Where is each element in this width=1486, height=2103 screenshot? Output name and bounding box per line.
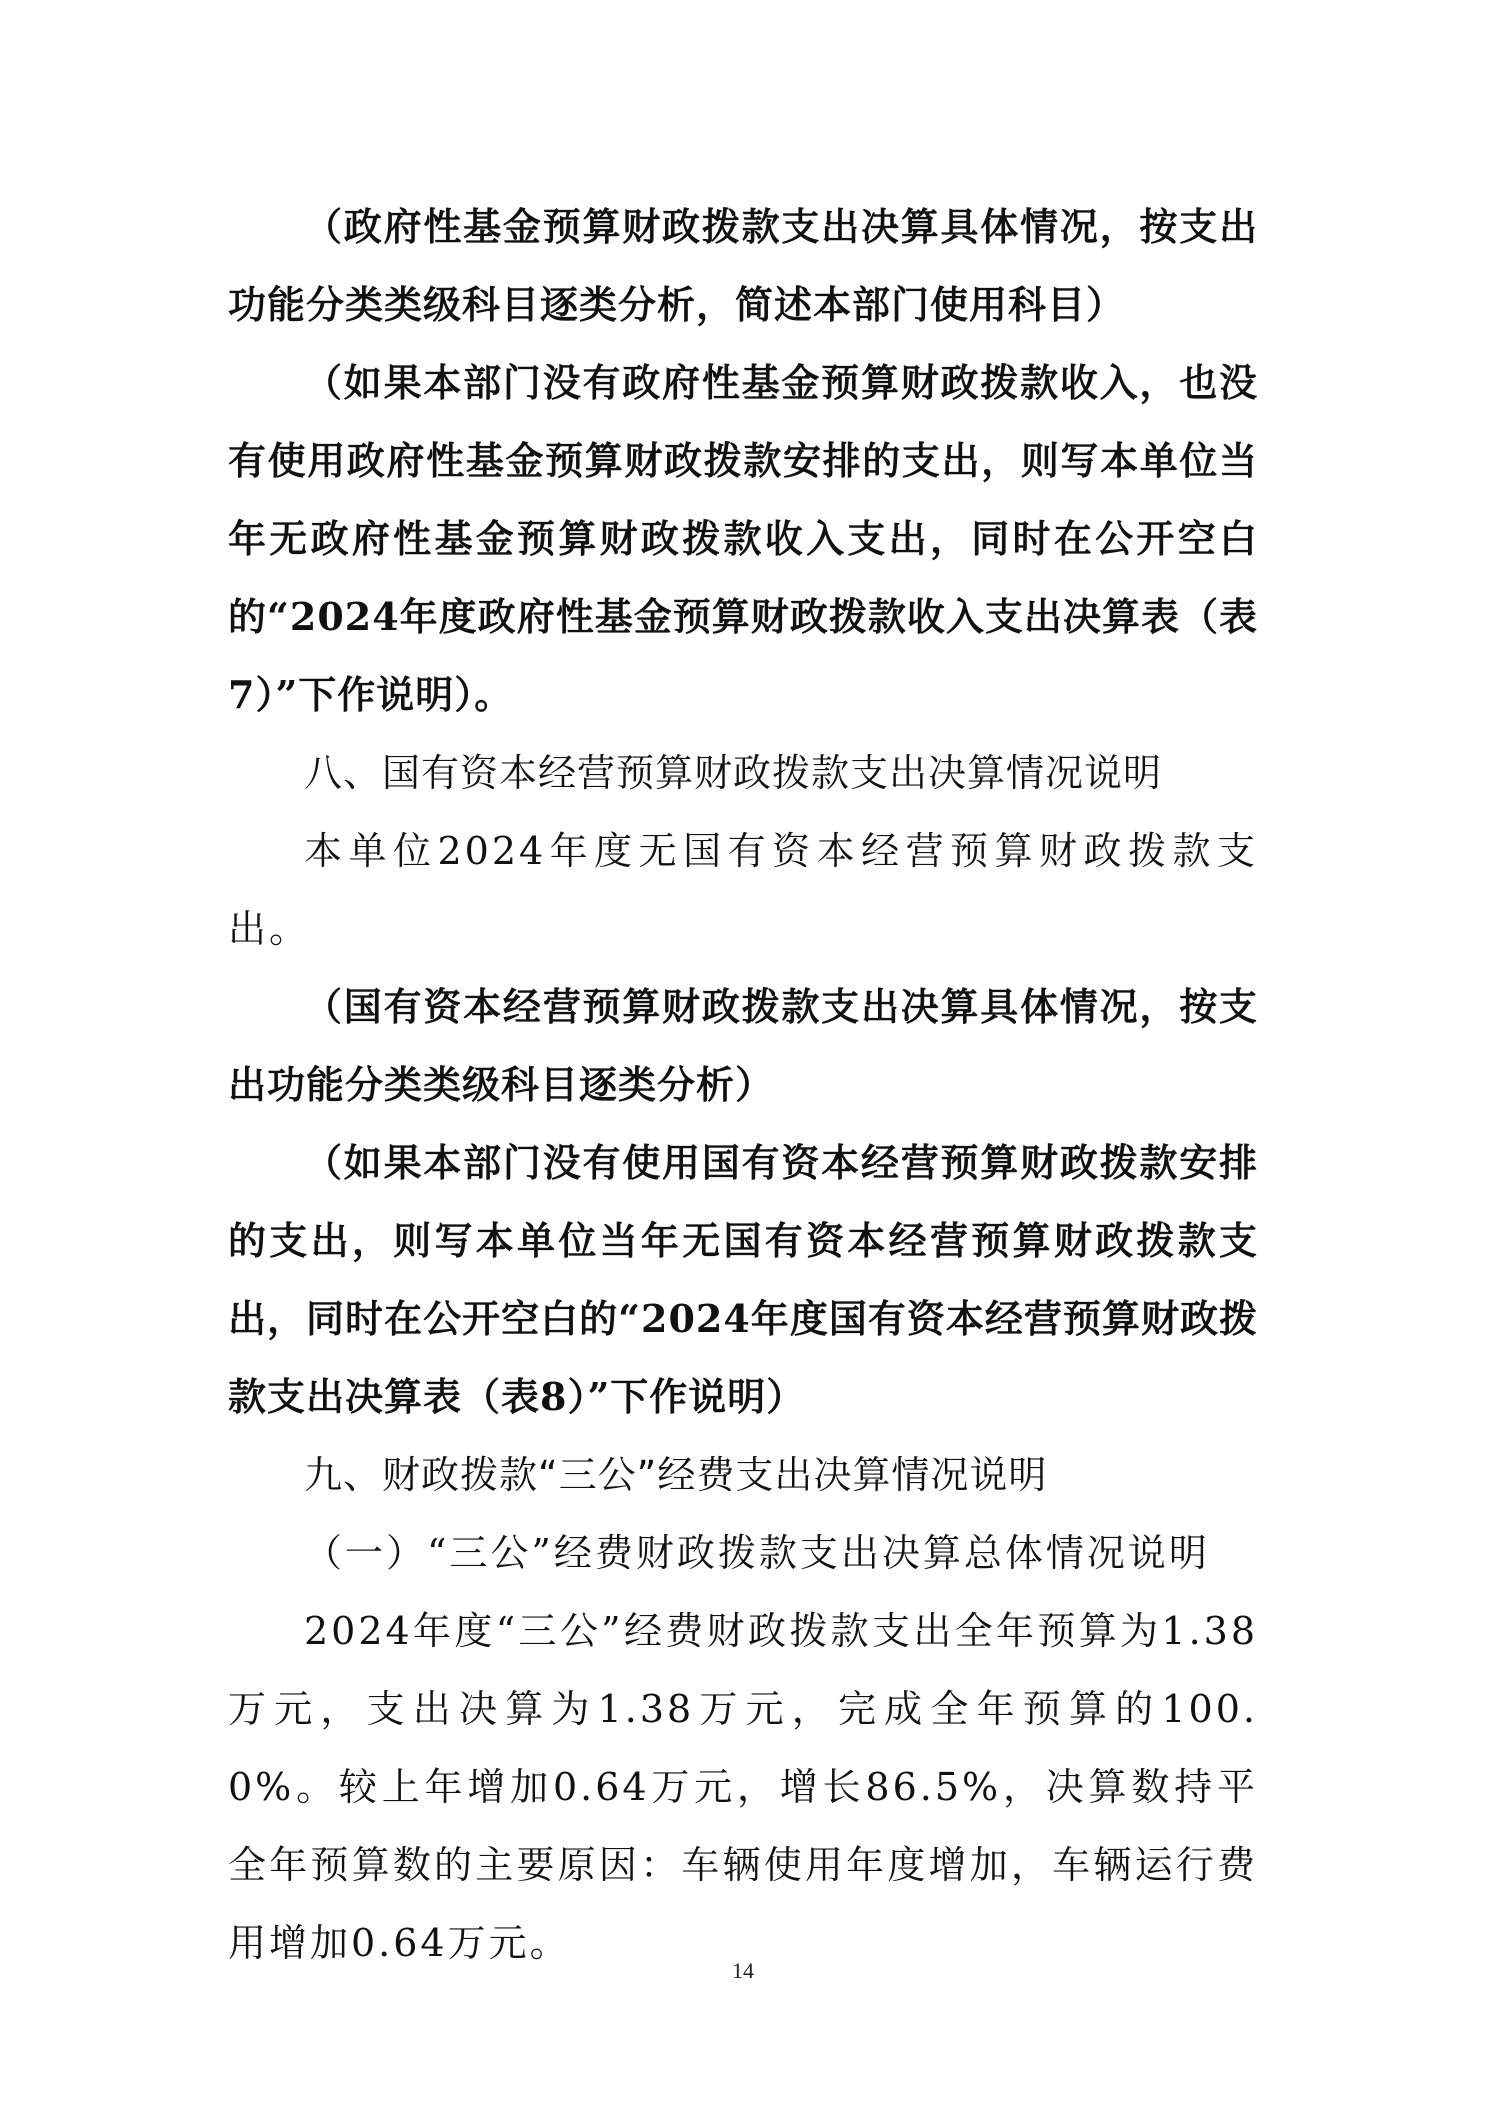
section-heading-9: 九、财政拨款“三公”经费支出决算情况说明: [304, 1453, 1048, 1497]
paragraph-gov-fund-none-note: （如果本部门没有政府性基金预算财政拨款收入，也没有使用政府性基金预算财政拨款安排的支出，则写本单位当年无政府性基金预算财政拨款收入支出，同时在公开空白的“2024年度政府性基金预算财政拨款收入支出决算表（表7）”下作说明）。: [228, 360, 1258, 717]
subsection-heading-9-1: （一）“三公”经费财政拨款支出决算总体情况说明: [304, 1531, 1210, 1575]
page-content: [228, 188, 1258, 1982]
paragraph-state-capital-none-note: （如果本部门没有使用国有资本经营预算财政拨款安排的支出，则写本单位当年无国有资本经营预算财政拨款支出，同时在公开空白的“2024年度国有资本经营预算财政拨款支出决算表（表8）”下作说明）: [228, 1140, 1258, 1419]
page-number: 14: [732, 1958, 754, 1983]
paragraph-three-public-expenses: 2024年度“三公”经费财政拨款支出全年预算为1.38万元，支出决算为1.38万元，完成全年预算的100.0%。较上年增加0.64万元，增长86.5%，决算数持平全年预算数的主要原因：车辆使用年度增加，车辆运行费用增加0.64万元。: [228, 1609, 1258, 1965]
paragraph-state-capital-none: 本单位2024年度无国有资本经营预算财政拨款支出。: [228, 829, 1258, 951]
paragraph-state-capital-detail-note: （国有资本经营预算财政拨款支出决算具体情况，按支出功能分类类级科目逐类分析）: [228, 984, 1258, 1107]
paragraph-gov-fund-detail-note: （政府性基金预算财政拨款支出决算具体情况，按支出功能分类类级科目逐类分析，简述本部门使用科目）: [228, 204, 1258, 327]
section-heading-8: 八、国有资本经营预算财政拨款支出决算情况说明: [304, 751, 1163, 795]
